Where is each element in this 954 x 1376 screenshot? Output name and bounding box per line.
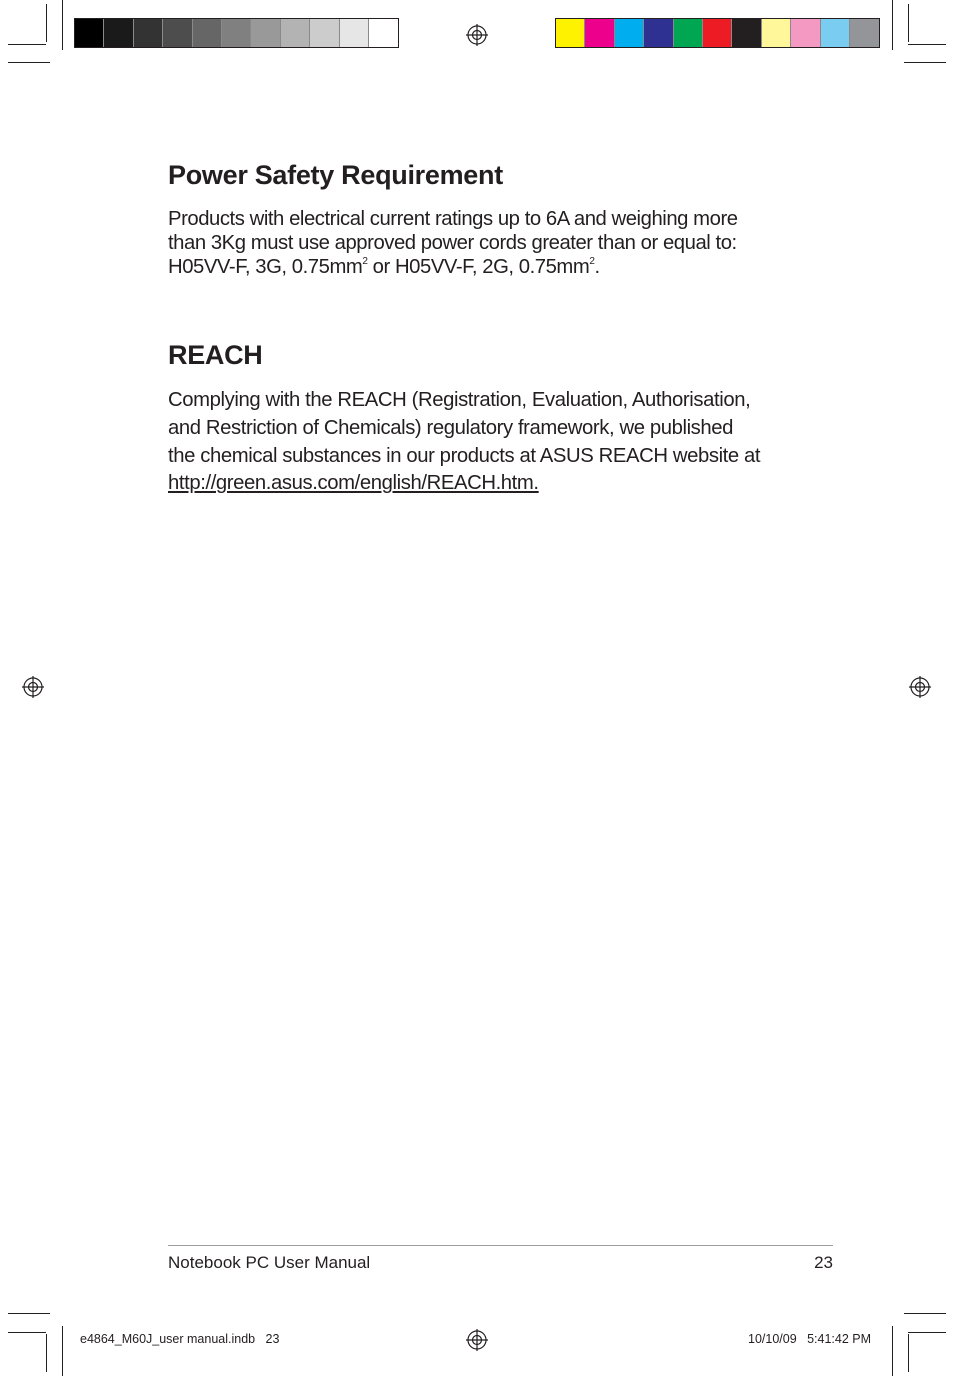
cord-spec-b: H05VV-F, 2G, 0.75mm <box>394 256 590 278</box>
color-swatch <box>369 19 398 47</box>
registration-mark-icon <box>22 676 44 698</box>
power-safety-section <box>168 160 808 279</box>
color-swatch <box>821 19 850 47</box>
color-swatch <box>104 19 133 47</box>
crop-mark <box>8 1332 46 1333</box>
color-swatch <box>762 19 791 47</box>
registration-mark-icon <box>466 1329 488 1351</box>
crop-mark <box>908 1332 946 1333</box>
crop-mark <box>8 44 46 45</box>
section-heading: Power Safety Requirement <box>168 160 503 190</box>
page-number: 23 <box>814 1253 833 1272</box>
color-swatch <box>281 19 310 47</box>
color-swatch <box>340 19 369 47</box>
color-swatch <box>615 19 644 47</box>
crop-mark <box>46 1334 47 1372</box>
crop-mark <box>892 1326 893 1376</box>
color-swatch <box>674 19 703 47</box>
color-swatch <box>556 19 585 47</box>
text-line: Products with electrical current ratings up to 6A and weighing more <box>168 208 738 230</box>
color-swatch <box>163 19 192 47</box>
color-swatch <box>732 19 761 47</box>
grayscale-color-bar <box>74 18 399 48</box>
crop-mark <box>908 44 946 45</box>
crop-mark <box>8 62 50 63</box>
color-swatch <box>310 19 339 47</box>
footer-title: Notebook PC User Manual <box>168 1253 371 1272</box>
superscript: 2 <box>589 256 595 267</box>
power-safety-paragraph <box>168 207 808 279</box>
text-line: and Restriction of Chemicals) regulatory framework, we published <box>168 416 734 439</box>
reach-website-link[interactable]: http://green.asus.com/english/REACH.htm. <box>168 472 539 495</box>
section-heading: REACH <box>168 340 263 370</box>
crop-mark <box>8 1313 50 1314</box>
superscript: 2 <box>362 256 368 267</box>
slug-datetime: 10/10/09 5:41:42 PM <box>748 1332 872 1346</box>
color-swatch <box>193 19 222 47</box>
text-line: the chemical substances in our products at ASUS REACH website at <box>168 444 761 467</box>
crop-mark <box>908 1334 909 1372</box>
spec-join: or <box>367 256 395 278</box>
text-line: Complying with the REACH (Registration, Evaluation, Authorisation, <box>168 389 751 411</box>
reach-paragraph <box>168 387 808 498</box>
color-swatch <box>644 19 673 47</box>
footer-divider <box>168 1245 833 1246</box>
spec-end: . <box>594 256 600 278</box>
text-line: than 3Kg must use approved power cords greater than or equal to: <box>168 232 737 254</box>
registration-mark-icon <box>466 24 488 46</box>
reach-section <box>168 340 808 498</box>
color-swatch <box>850 19 879 47</box>
color-swatch <box>585 19 614 47</box>
slug-filename: e4864_M60J_user manual.indb 23 <box>80 1332 280 1346</box>
color-swatch <box>134 19 163 47</box>
process-color-bar <box>555 18 880 48</box>
crop-mark <box>908 4 909 42</box>
cord-spec-a: H05VV-F, 3G, 0.75mm <box>168 256 363 278</box>
crop-mark <box>892 0 893 50</box>
crop-mark <box>62 0 63 50</box>
color-swatch <box>75 19 104 47</box>
color-swatch <box>703 19 732 47</box>
crop-mark <box>904 1313 946 1314</box>
registration-mark-icon <box>909 676 931 698</box>
crop-mark <box>904 62 946 63</box>
color-swatch <box>222 19 251 47</box>
color-swatch <box>791 19 820 47</box>
crop-mark <box>62 1326 63 1376</box>
crop-mark <box>46 4 47 42</box>
color-swatch <box>251 19 280 47</box>
